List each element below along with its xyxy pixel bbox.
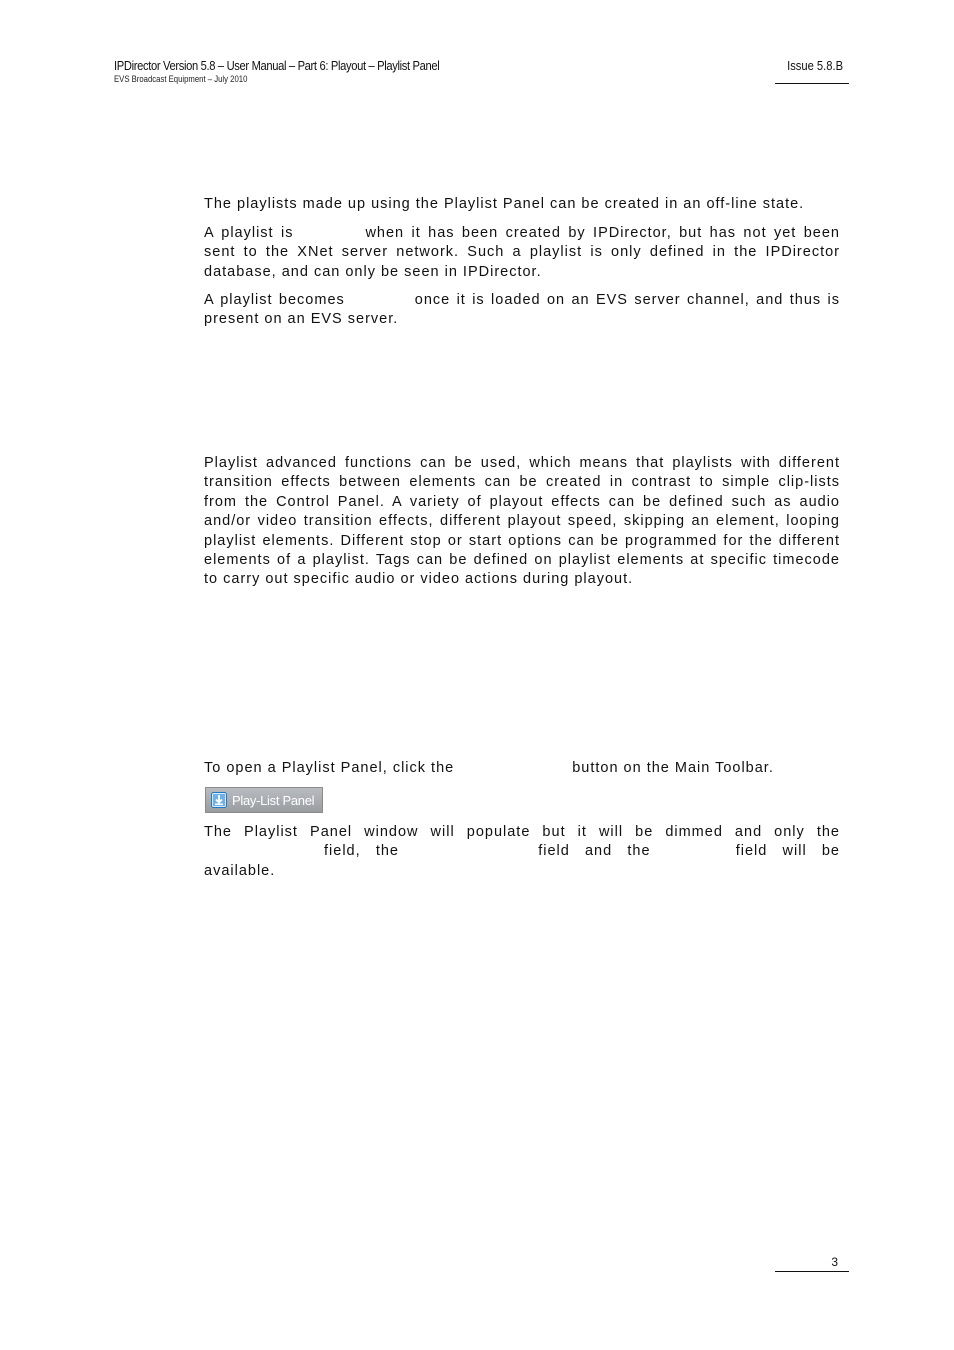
playlist-panel-button-label: Play-List Panel bbox=[232, 792, 315, 808]
playlist-panel-button[interactable] bbox=[205, 787, 323, 813]
footer-rule bbox=[775, 1271, 849, 1272]
offline-definition-end: when it has been created by IPDirector, but has not yet been sent to the XNet server network. Such a playlist is only defined in the IPDirector database, and can only be seen in IPDirector. bbox=[204, 225, 840, 280]
open-panel-section bbox=[204, 759, 840, 778]
online-definition-paragraph bbox=[204, 291, 840, 330]
offline-intro-paragraph: The playlists made up using the Playlist Panel can be created in an off-line state. bbox=[204, 196, 805, 212]
online-definition-start: A playlist becomes bbox=[204, 292, 345, 308]
open-panel-instruction-start: To open a Playlist Panel, click the bbox=[204, 760, 455, 776]
dimmed-window-text-4: field will be available. bbox=[204, 843, 840, 879]
dimmed-window-paragraph bbox=[204, 823, 840, 881]
online-definition bbox=[204, 291, 840, 330]
offline-definition bbox=[204, 224, 840, 282]
online-definition-end: once it is loaded on an EVS server channel, and thus is present on an EVS server. bbox=[204, 292, 840, 328]
issue-label: Issue 5.8.B bbox=[787, 58, 843, 73]
dimmed-window-section bbox=[204, 823, 840, 881]
header-subtitle: EVS Broadcast Equipment – July 2010 bbox=[114, 74, 248, 84]
header-rule bbox=[775, 83, 849, 84]
advanced-functions-paragraph: Playlist advanced functions can be used, which means that playlists with different transition effects between elements can be created in contrast to simple clip-lists from the Control Panel. A variety of playout effects can be defined such as audio and/or video transition effects, different playout speed, skipping an element, looping playlist elements. Different stop or start options can be programmed for the different elements of a playlist. Tags can be defined on playlist elements at specific timecode to carry out specific audio or video actions during playout. bbox=[204, 455, 840, 588]
open-panel-instruction-end: button on the Main Toolbar. bbox=[572, 760, 774, 776]
advanced-functions-section bbox=[204, 454, 840, 590]
download-arrow-icon bbox=[211, 792, 227, 808]
dimmed-window-text-3: field and the bbox=[538, 843, 651, 860]
offline-definition-start: A playlist is bbox=[204, 225, 294, 241]
dimmed-window-text-2: field, the bbox=[324, 843, 399, 860]
offline-definition-paragraph bbox=[204, 224, 840, 282]
page-number: 3 bbox=[831, 1255, 838, 1269]
offline-section bbox=[204, 195, 840, 214]
dimmed-window-text-1: The Playlist Panel window will populate but it will be dimmed and only the bbox=[204, 824, 840, 840]
open-panel-instruction bbox=[204, 759, 840, 778]
header-title: IPDirector Version 5.8 – User Manual – Part 6: Playout – Playlist Panel bbox=[114, 58, 440, 73]
